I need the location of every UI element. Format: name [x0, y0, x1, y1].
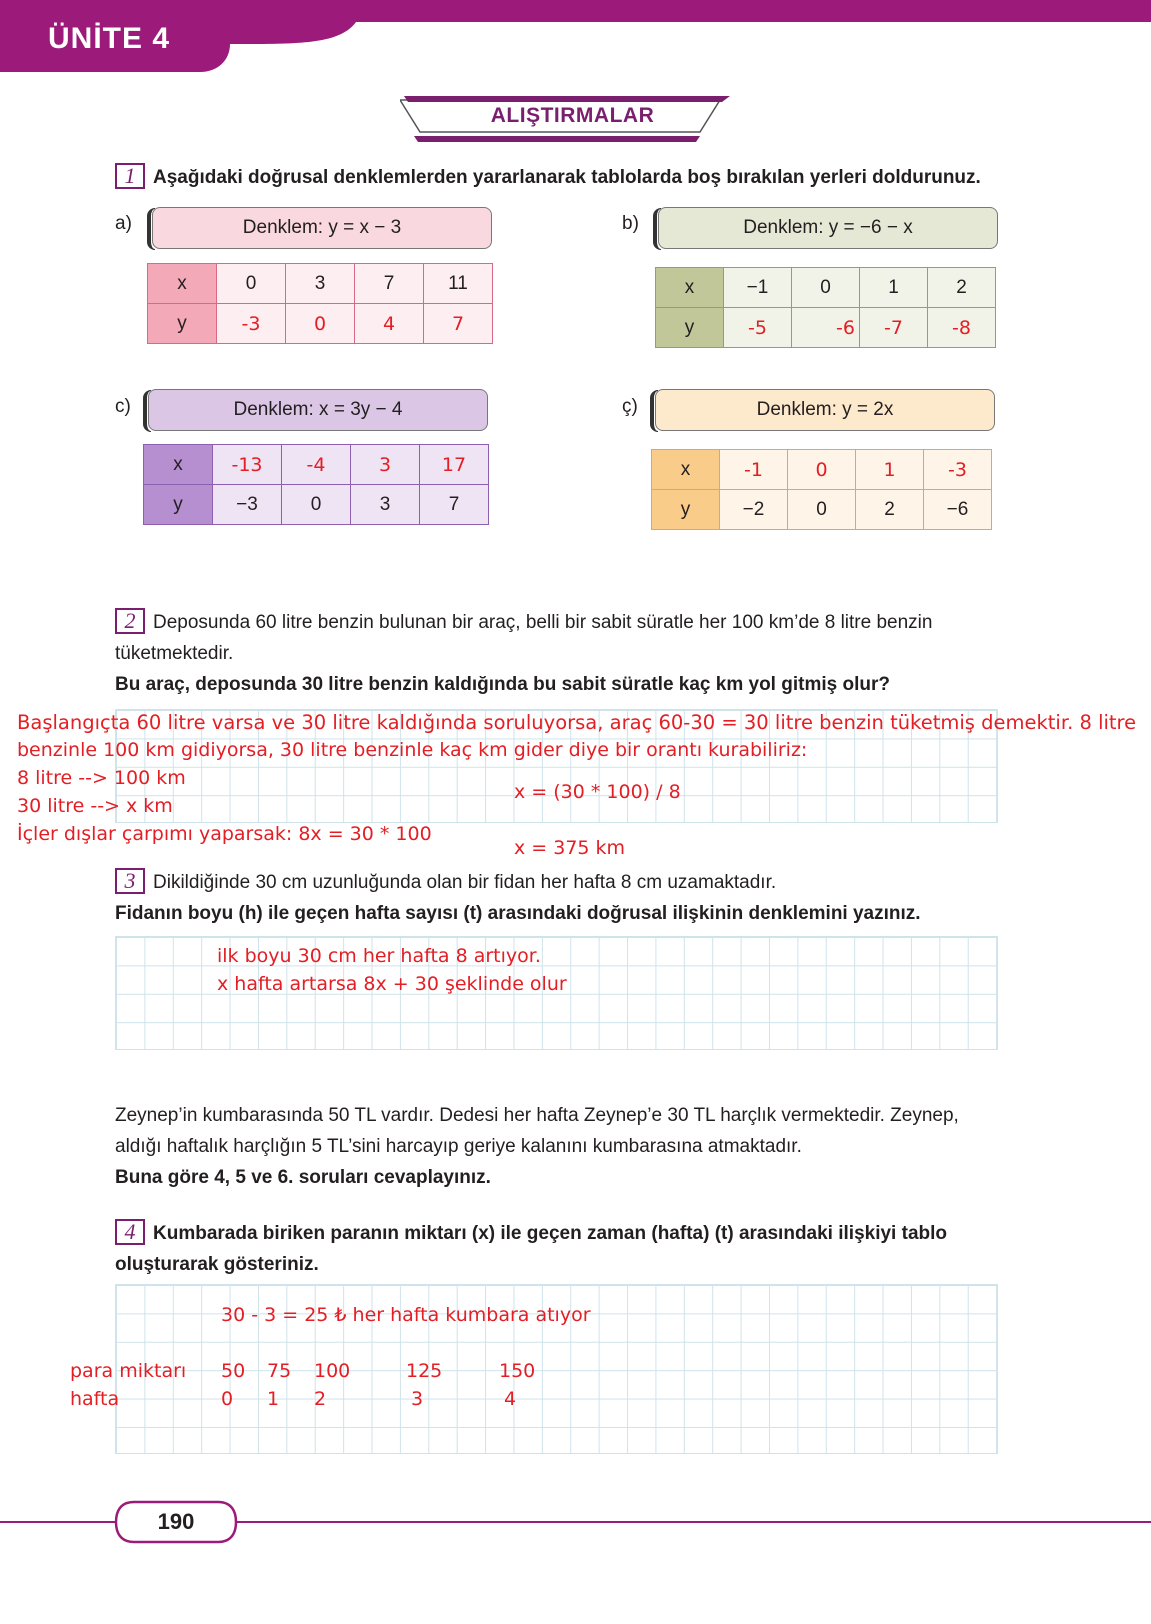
- equation-box-cc: Denklem: y = 2x: [655, 389, 995, 431]
- table-cell: −2: [720, 490, 788, 530]
- question-1-text: Aşağıdaki doğrusal denklemlerden yararlanarak tablolarda boş bırakılan yerleri doldurunuz.: [153, 167, 981, 188]
- part-b-label: b): [622, 213, 639, 234]
- question-3-text: Dikildiğinde 30 cm uzunluğunda olan bir fidan her hafta 8 cm uzamaktadır.: [153, 872, 777, 893]
- answer-4-row2-label: hafta: [70, 1388, 120, 1410]
- answer-cell: 4: [355, 304, 424, 344]
- equation-box-c: Denklem: x = 3y − 4: [148, 389, 488, 431]
- value-table-b: [655, 267, 996, 348]
- table-cell: 7: [420, 485, 489, 525]
- context-line2: aldığı haftalık harçlığın 5 TL’sini harcayıp geriye kalanını kumbarasına atmaktadır.: [115, 1136, 802, 1157]
- answer-4-week-1: 1: [267, 1388, 280, 1410]
- y-header: y: [148, 304, 217, 344]
- unit-label: ÜNİTE 4: [48, 22, 171, 55]
- table-cell: 0: [788, 490, 856, 530]
- table-cell: 7: [355, 264, 424, 304]
- table-cell: 11: [424, 264, 493, 304]
- answer-cell: 17: [420, 445, 489, 485]
- answer-4-week-2: 2: [314, 1388, 327, 1410]
- answer-4-money-4: 150: [499, 1360, 536, 1382]
- footer-rule-right: [234, 1521, 1151, 1523]
- page-number: 190: [157, 1509, 195, 1534]
- answer-cell: 1: [856, 450, 924, 490]
- answer-cell: -4: [282, 445, 351, 485]
- question-4-text: Kumbarada biriken paranın miktarı (x) ile geçen zaman (hafta) (t) arasındaki ilişkiyi tablo: [153, 1223, 948, 1244]
- y-header: y: [144, 485, 213, 525]
- table-cell: 3: [351, 485, 420, 525]
- y-header: y: [652, 490, 720, 530]
- table-cell: 0: [217, 264, 286, 304]
- answer-2-line4: 30 litre --> x km: [17, 795, 173, 817]
- table-cell: 2: [928, 268, 996, 308]
- answer-4-week-4: 4: [504, 1388, 517, 1410]
- answer-2-calc2: x = 375 km: [514, 837, 626, 859]
- answer-cell: -1: [720, 450, 788, 490]
- value-table-cc: [651, 449, 992, 530]
- question-2-text-cont: tüketmektedir.: [115, 643, 234, 664]
- answer-4-money-2: 100: [314, 1360, 351, 1382]
- value-table-a: [147, 263, 493, 344]
- footer-rule-left: [0, 1521, 118, 1523]
- answer-cell: 0: [788, 450, 856, 490]
- answer-4-week-0: 0: [221, 1388, 234, 1410]
- table-cell: 0: [282, 485, 351, 525]
- answer-cell: 0: [286, 304, 355, 344]
- x-header: x: [144, 445, 213, 485]
- answer-cell: -6: [792, 308, 860, 348]
- answer-4-money-3: 125: [406, 1360, 443, 1382]
- part-cc-label: ç): [622, 396, 638, 417]
- question-2-text: Deposunda 60 litre benzin bulunan bir araç, belli bir sabit süratle her 100 km’de 8 litre benzin: [153, 612, 933, 633]
- answer-4-note: 30 - 3 = 25 ₺ her hafta kumbara atıyor: [221, 1304, 591, 1326]
- answer-4-week-3: 3: [411, 1388, 424, 1410]
- x-header: x: [652, 450, 720, 490]
- answer-3-line1: ilk boyu 30 cm her hafta 8 artıyor.: [217, 945, 541, 967]
- question-2-question: Bu araç, deposunda 30 litre benzin kaldığında bu sabit süratle kaç km yol gitmiş olur?: [115, 674, 890, 695]
- table-cell: 0: [792, 268, 860, 308]
- answer-2-line3: 8 litre --> 100 km: [17, 767, 186, 789]
- answer-cell: -8: [928, 308, 996, 348]
- answer-cell: 3: [351, 445, 420, 485]
- answer-3-line2: x hafta artarsa 8x + 30 şeklinde olur: [217, 973, 567, 995]
- question-1-number: 1: [115, 163, 145, 189]
- answer-4-money-1: 75: [267, 1360, 292, 1382]
- y-header: y: [656, 308, 724, 348]
- x-header: x: [148, 264, 217, 304]
- value-table-c: [143, 444, 489, 525]
- answer-2-line1: Başlangıçta 60 litre varsa ve 30 litre kaldığında soruluyorsa, araç 60-30 = 30 litre benzin tüketmiş demektir. 8 litre: [17, 711, 1137, 734]
- answer-4-money-0: 50: [221, 1360, 246, 1382]
- table-cell: −3: [213, 485, 282, 525]
- question-3-number: 3: [115, 868, 145, 894]
- answer-2-line5: İçler dışlar çarpımı yaparsak: 8x = 30 * 100: [17, 823, 432, 845]
- answer-4-row1-label: para miktarı: [70, 1360, 187, 1382]
- answer-cell: -13: [213, 445, 282, 485]
- answer-2-calc1: x = (30 * 100) / 8: [514, 781, 681, 803]
- question-2-number: 2: [115, 608, 145, 634]
- answer-cell: -3: [924, 450, 992, 490]
- equation-box-a: Denklem: y = x − 3: [152, 207, 492, 249]
- question-4-number: 4: [115, 1219, 145, 1245]
- answer-cell: 7: [424, 304, 493, 344]
- section-title: ALIŞTIRMALAR: [490, 104, 655, 127]
- answer-cell: -7: [860, 308, 928, 348]
- equation-box-b: Denklem: y = −6 − x: [658, 207, 998, 249]
- part-a-label: a): [115, 213, 132, 234]
- answer-cell: -3: [217, 304, 286, 344]
- table-cell: 1: [860, 268, 928, 308]
- table-cell: 3: [286, 264, 355, 304]
- answer-2-line2: benzinle 100 km gidiyorsa, 30 litre benzinle kaç km gider diye bir orantı kurabiliriz:: [17, 739, 808, 761]
- table-cell: −1: [724, 268, 792, 308]
- part-c-label: c): [115, 396, 131, 417]
- question-3-question: Fidanın boyu (h) ile geçen hafta sayısı (t) arasındaki doğrusal ilişkinin denklemini yazınız.: [115, 903, 921, 924]
- table-cell: 2: [856, 490, 924, 530]
- answer-cell: -5: [724, 308, 792, 348]
- context-line3: Buna göre 4, 5 ve 6. soruları cevaplayınız.: [115, 1167, 491, 1188]
- question-4-text-cont: oluşturarak gösteriniz.: [115, 1254, 319, 1275]
- table-cell: −6: [924, 490, 992, 530]
- context-line1: Zeynep’in kumbarasında 50 TL vardır. Dedesi her hafta Zeynep’e 30 TL harçlık vermektedir. Zeynep,: [115, 1105, 959, 1126]
- x-header: x: [656, 268, 724, 308]
